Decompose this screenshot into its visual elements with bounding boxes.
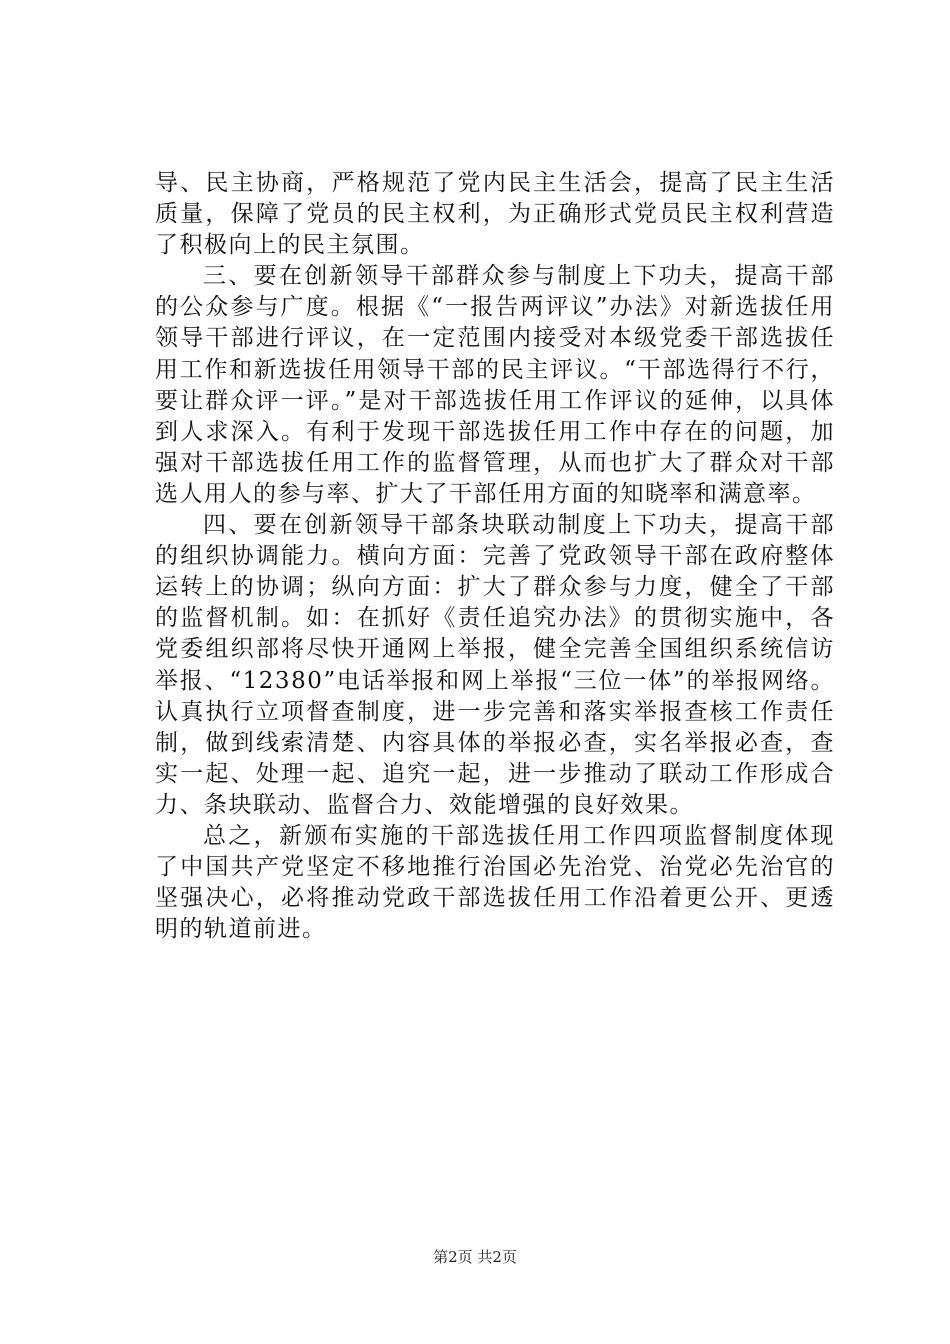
paragraph-continuation: 导、民主协商，严格规范了党内民主生活会，提高了民主生活质量，保障了党员的民主权利，为正确形式党员民主权利营造了积极向上的民主氛围。 <box>155 170 835 259</box>
document-body <box>155 168 835 945</box>
page-number-footer: 第2页 共2页 <box>433 1248 517 1266</box>
paragraph-conclusion: 总之，新颁布实施的干部选拔任用工作四项监督制度体现了中国共产党坚定不移地推行治国必先治党、治党必先治官的坚强决心，必将推动党政干部选拔任用工作沿着更公开、更透明的轨道前进。 <box>155 822 835 943</box>
paragraph-section-three: 三、要在创新领导干部群众参与制度上下功夫，提高干部的公众参与广度。根据《“一报告两评议”办法》对新选拔任用领导干部进行评议，在一定范围内接受对本级党委干部选拔任用工作和新选拔任用领导干部的民主评议。“干部选得行不行，要让群众评一评。”是对干部选拔任用工作评议的延伸，以具体到人求深入。有利于发现干部选拔任用工作中存在的问题，加强对干部选拔任用工作的监督管理，从而也扩大了群众对干部选人用人的参与率、扩大了干部任用方面的知晓率和满意率。 <box>155 263 835 507</box>
paragraph-section-four: 四、要在创新领导干部条块联动制度上下功夫，提高干部的组织协调能力。横向方面：完善了党政领导干部在政府整体运转上的协调；纵向方面：扩大了群众参与力度，健全了干部的监督机制。如：在抓好《责任追究办法》的贯彻实施中，各党委组织部将尽快开通网上举报，健全完善全国组织系统信访举报、“12380”电话举报和网上举报“三位一体”的举报网络。认真执行立项督查制度，进一步完善和落实举报查核工作责任制，做到线索清楚、内容具体的举报必查，实名举报必查，查实一起、处理一起、追究一起，进一步推动了联动工作形成合力、条块联动、监督合力、效能增强的良好效果。 <box>155 512 835 818</box>
